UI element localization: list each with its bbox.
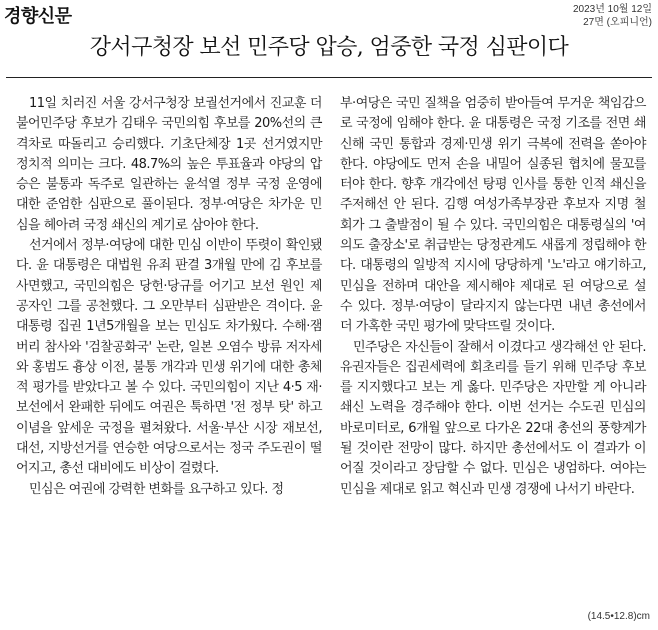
editorial-headline: 강서구청장 보선 민주당 압승, 엄중한 국정 심판이다 xyxy=(89,35,569,60)
paragraph: 민심은 여권에 강력한 변화를 요구하고 있다. 정 xyxy=(29,481,284,497)
headline-divider xyxy=(6,77,652,78)
article-column-left xyxy=(16,94,322,500)
paragraph: 민주당은 자신들이 잘해서 이겼다고 생각해선 안 된다. 유권자들은 집권세력에 회초리를 들기 위해 민주당 후보를 지지했다고 보는 게 옳다. 민주당은 자만할 게 아니라 쇄신 노력을 경주해야 한다. 이번 선거는 수도권 민심의 바로미터로, 6개월 앞으로 다가온 22대 총선의 풍향계가 될 것이란 전망이 많다. 하지만 총선에서도 이 결과가 이어질 것이라고 장담할 수 없다. 민심은 냉엄하다. 여야는 민심을 제대로 읽고 혁신과 민생 경쟁에 나서기 바란다. xyxy=(340,339,646,497)
paragraph: 선거에서 정부·여당에 대한 민심 이반이 뚜렷이 확인됐다. 윤 대통령은 대법원 유죄 판결 3개월 만에 김 후보를 사면했고, 국민의힘은 당헌·당규를 어기고 보선 원인 제공자인 그를 공천했다. 그 오만부터 심판받은 격이다. 윤 대통령 집권 1년5개월을 보는 민심도 차가웠다. 수해·잼버리 참사와 '검찰공화국' 논란, 일본 오염수 방류 저자세와 홍범도 흉상 이전, 불통 개각과 민생 위기에 대한 총체적 평가를 받았다고 볼 수 있다. 국민의힘이 지난 4·5 재·보선에서 완패한 뒤에도 여권은 툭하면 '전 정부 탓' 하고 이념을 앞세운 국정을 펼쳐왔다. 서울·부산 시장 재보선, 대선, 지방선거를 연승한 여당으로서는 정국 주도권이 떨어지고, 총선 대비에도 비상이 걸렸다. xyxy=(16,238,322,477)
paragraph-continued: 부·여당은 국민 질책을 엄중히 받아들여 무거운 책임감으로 국정에 임해야 한다. 윤 대통령은 국정 기조를 전면 쇄신해 국민 통합과 경제·민생 위기 극복에 전력을 쏟아야 한다. 야당에도 먼저 손을 내밀어 실종된 협치에 물꼬를 터야 한다. 향후 개각에선 탕평 인사를 통한 인적 쇄신을 주저해선 안 된다. 김행 여성가족부장관 후보자 지명 철회가 그 출발점이 될 수 있다. 국민의힘은 대통령실의 '여의도 출장소'로 취급받는 당정관계도 새롭게 정립해야 한다. 대통령의 일방적 지시에 당당하게 '노'라고 얘기하고, 민심을 전하며 대안을 제시해야 제대로 된 여당으로 설 수 있다. 정부·여당이 달라지지 않는다면 내년 총선에서 더 가혹한 국민 평가에 맞닥뜨릴 것이다. xyxy=(340,96,646,335)
issue-date: 2023년 10월 12일 xyxy=(572,4,652,15)
page-section: 27면 (오피니언) xyxy=(583,17,652,28)
article-size-note: (14.5•12.8)cm xyxy=(587,611,650,622)
newspaper-masthead: 경향신문 xyxy=(4,6,72,27)
article-column-right xyxy=(340,94,646,500)
issue-meta xyxy=(573,3,652,29)
paragraph: 11일 치러진 서울 강서구청장 보궐선거에서 진교훈 더불어민주당 후보가 김태우 국민의힘 후보를 20%선의 큰 격차로 따돌리고 승리했다. 기초단체장 1곳 선거였지만 정치적 의미는 크다. 48.7%의 높은 투표율과 야당의 압승은 불통과 독주로 일관하는 윤석열 정부 국정 운영에 대한 준엄한 심판으로 풀이된다. 정부·여당은 차가운 민심을 헤아려 국정 쇄신의 계기로 삼아야 한다. xyxy=(16,96,322,233)
